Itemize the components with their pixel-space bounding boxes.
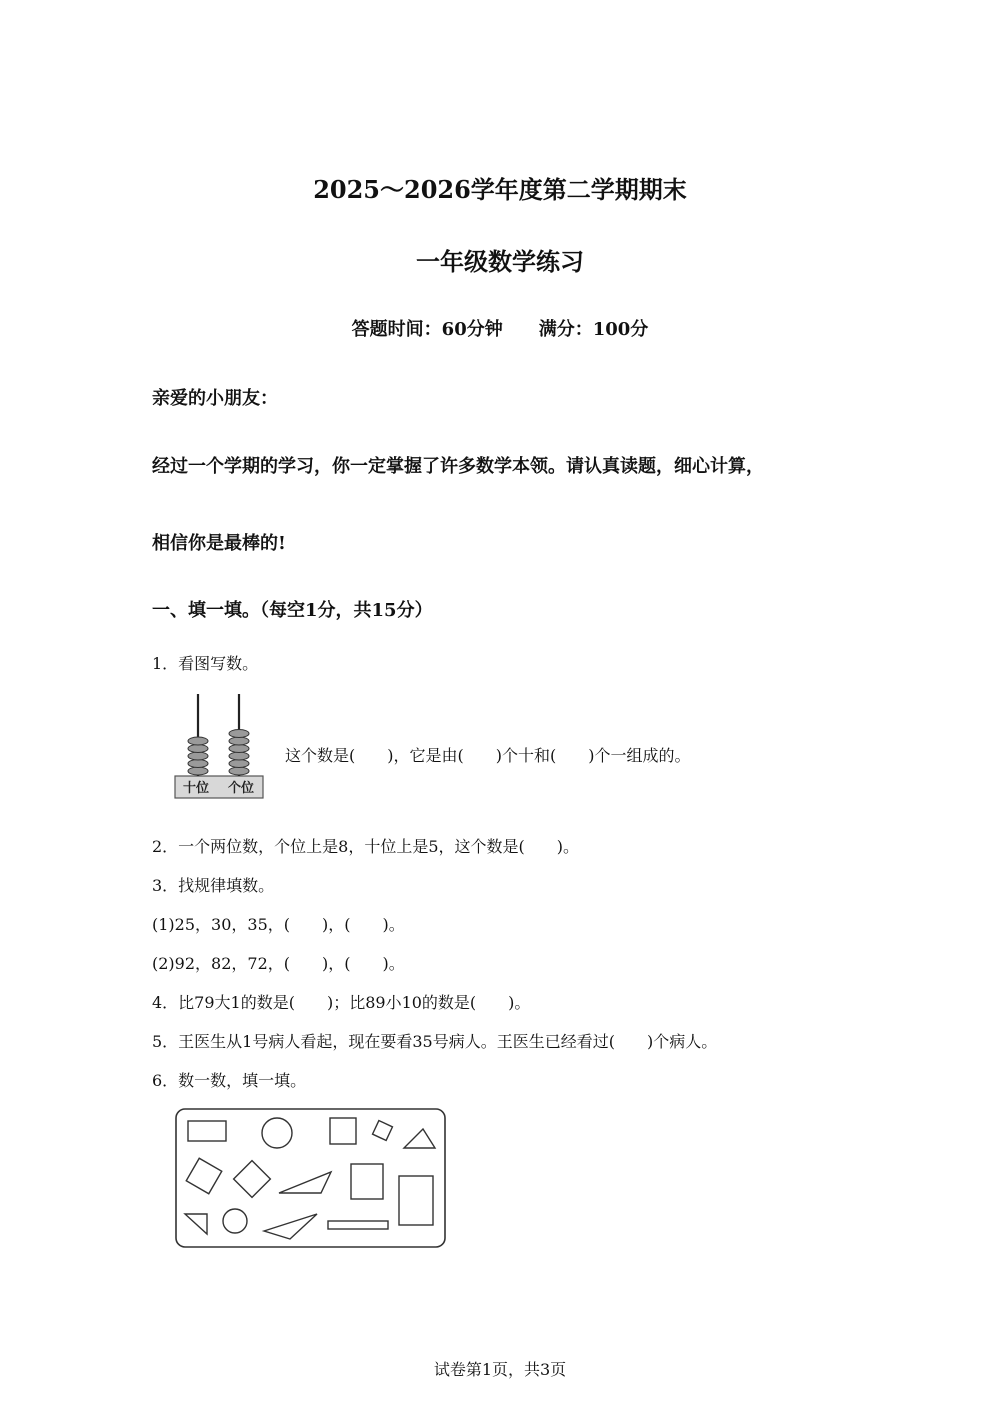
square-shape [234,1161,271,1198]
q5-text: 5．王医生从1号病人看起，现在要看35号病人。王医生已经看过( )个病人。 [152,1032,718,1051]
triangle-shape [279,1172,331,1193]
exam-title-line2: 一年级数学练习 [416,247,584,276]
abacus-bead [229,730,249,738]
triangle-shape [404,1129,435,1148]
rectangle-shape [399,1176,433,1225]
abacus-bead [188,745,208,753]
circle-shape [262,1118,292,1148]
abacus-bead [229,745,249,753]
tens-label: 十位 [182,781,210,796]
intro-line2: 相信你是最棒的! [152,533,286,554]
rectangle-shape [188,1121,226,1141]
rectangle-shape [328,1221,388,1229]
triangle-shape [264,1214,317,1239]
abacus-bead [188,752,208,760]
q4-text: 4．比79大1的数是( )；比89小10的数是( )。 [152,993,531,1012]
exam-title-line1: 2025～2026学年度第二学期期末 [313,175,687,204]
tens-beads [188,737,208,775]
square-shape [186,1158,222,1194]
triangle-shape [185,1214,207,1234]
time-info: 答题时间：60分钟 [351,319,503,340]
page-footer: 试卷第1页，共3页 [433,1360,567,1379]
abacus-bead [229,760,249,768]
ones-label: 个位 [227,781,255,796]
abacus-bead [229,752,249,760]
circle-shape [223,1209,247,1233]
q3-2-text: (2)92，82，72，( )，( )。 [152,954,405,973]
intro-line1: 经过一个学期的学习，你一定掌握了许多数学本领。请认真读题，细心计算， [152,456,764,477]
shapes-figure [175,1108,447,1250]
abacus-figure [174,690,266,802]
q3-label: 3．找规律填数。 [152,876,275,895]
square-shape [330,1118,356,1144]
q2-text: 2．一个两位数，个位上是8，十位上是5，这个数是( )。 [152,837,580,856]
abacus-bead [188,767,208,775]
section1-heading: 一、填一填。（每空1分，共15分） [152,600,433,621]
greeting: 亲爱的小朋友： [152,388,278,409]
q6-label: 6．数一数，填一填。 [152,1071,307,1090]
q1-text: 这个数是( )，它是由( )个十和( )个一组成的。 [285,746,691,765]
shapes-frame [176,1109,445,1247]
abacus-bead [229,737,249,745]
ones-beads [229,730,249,776]
score-info: 满分：100分 [538,319,649,340]
abacus-bead [188,737,208,745]
abacus-bead [229,767,249,775]
q3-1-text: (1)25，30，35，( )，( )。 [152,915,405,934]
square-shape [351,1164,383,1199]
exam-meta [0,315,1000,341]
q1-label: 1．看图写数。 [152,654,259,673]
abacus-bead [188,760,208,768]
square-shape [373,1121,393,1141]
